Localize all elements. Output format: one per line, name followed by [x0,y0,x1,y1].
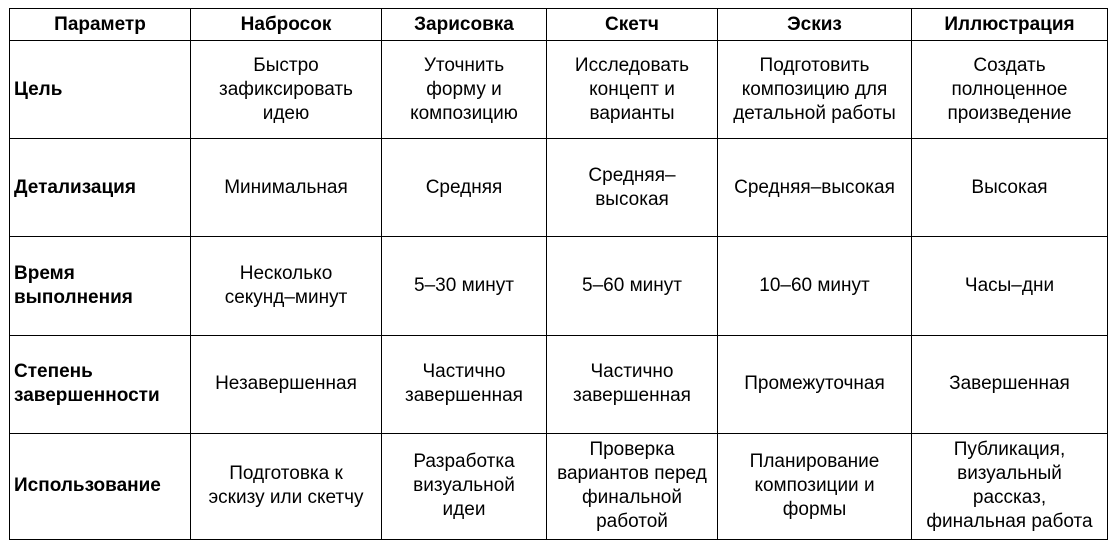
header-cell-eskiz: Эскиз [718,9,912,41]
row-label-completeness: Степень завершенности [10,335,191,433]
table-cell: Создать полноценное произведение [912,41,1108,139]
table-cell: Незавершенная [191,335,382,433]
table-row [10,237,1108,335]
header-cell-sketch: Скетч [547,9,718,41]
table-cell: Высокая [912,139,1108,237]
table-cell: Промежуточная [718,335,912,433]
table-cell: Подготовка к эскизу или скетчу [191,433,382,539]
table-header [10,9,1108,41]
table-cell: Средняя–высокая [718,139,912,237]
table-cell: Быстро зафиксировать идею [191,41,382,139]
table-cell: Частично завершенная [547,335,718,433]
row-label-detail: Детализация [10,139,191,237]
table-body [10,41,1108,540]
table-cell: Планирование композиции и формы [718,433,912,539]
table-cell: Разработка визуальной идеи [382,433,547,539]
table-row [10,433,1108,539]
table-cell: 5–60 минут [547,237,718,335]
table-row [10,335,1108,433]
header-cell-parameter: Параметр [10,9,191,41]
header-row [10,9,1108,41]
table-cell: Завершенная [912,335,1108,433]
table-cell: 5–30 минут [382,237,547,335]
table-cell: Часы–дни [912,237,1108,335]
table-cell: Средняя [382,139,547,237]
table-cell: Несколько секунд–минут [191,237,382,335]
table-cell: Публикация, визуальный рассказ, финальная работа [912,433,1108,539]
table-cell: Частично завершенная [382,335,547,433]
table-cell: Подготовить композицию для детальной работы [718,41,912,139]
row-label-goal: Цель [10,41,191,139]
row-label-usage: Использование [10,433,191,539]
comparison-table [9,8,1108,540]
header-cell-illustration: Иллюстрация [912,9,1108,41]
table-cell: Средняя– высокая [547,139,718,237]
header-cell-zarisovka: Зарисовка [382,9,547,41]
row-label-time: Время выполнения [10,237,191,335]
table-cell: Проверка вариантов перед финальной работой [547,433,718,539]
header-cell-nabrosok: Набросок [191,9,382,41]
table-cell: Исследовать концепт и варианты [547,41,718,139]
table-cell: Уточнить форму и композицию [382,41,547,139]
table-cell: Минимальная [191,139,382,237]
table-row [10,139,1108,237]
table-cell: 10–60 минут [718,237,912,335]
table-row [10,41,1108,139]
